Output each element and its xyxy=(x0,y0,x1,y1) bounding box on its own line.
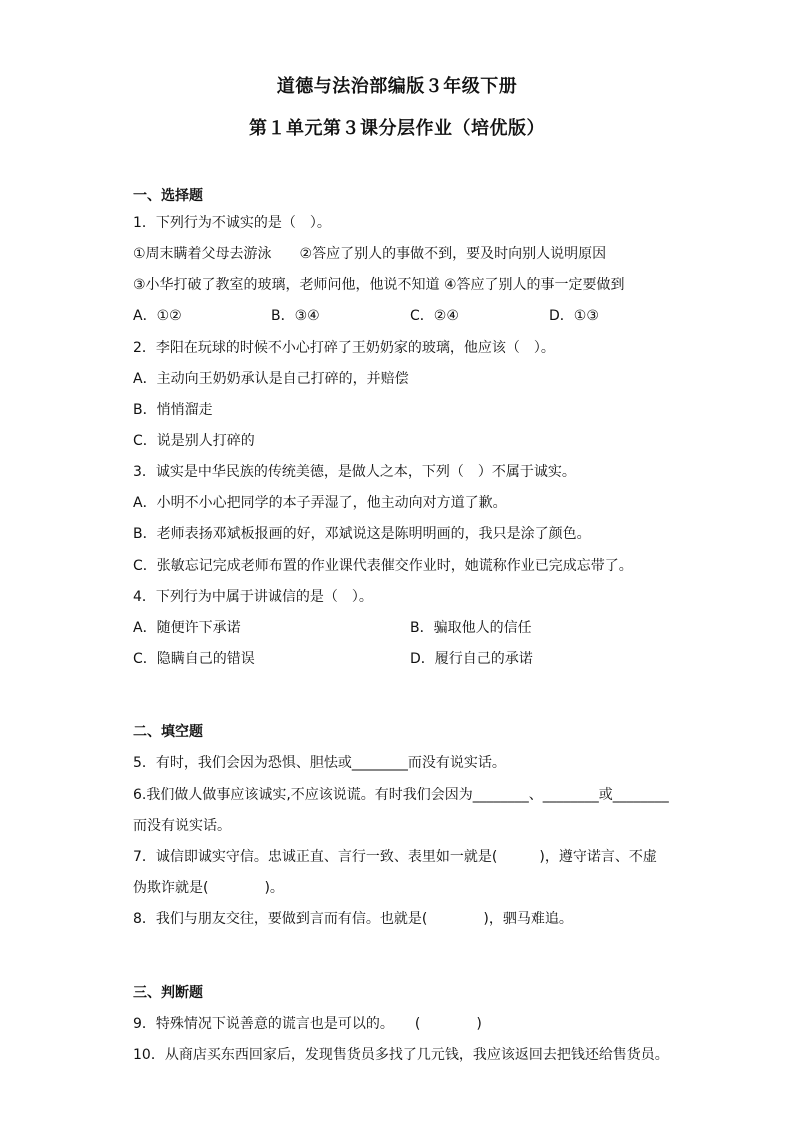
question-1-option-d: D．①③ xyxy=(549,308,599,324)
question-1: 1．下列行为不诚实的是（ ）。 xyxy=(133,215,331,231)
question-1-option-b: B．③④ xyxy=(271,308,320,324)
question-1-items-b: ③小华打破了教室的玻璃，老师问他，他说不知道 ④答应了别人的事一定要做到 xyxy=(133,277,625,293)
question-2: 2．李阳在玩球的时候不小心打碎了王奶奶家的玻璃，他应该（ ）。 xyxy=(133,340,555,356)
question-3-option-b: B．老师表扬邓斌板报画的好，邓斌说这是陈明明画的，我只是涂了颜色。 xyxy=(133,526,591,542)
question-4-option-d: D．履行自己的承诺 xyxy=(410,651,533,667)
question-1-option-c: C．②④ xyxy=(410,308,459,324)
question-4-option-b: B．骗取他人的信任 xyxy=(410,620,532,636)
question-1-option-a: A．①② xyxy=(133,308,182,324)
section-judge-heading: 三、判断题 xyxy=(133,985,203,1001)
question-10: 10．从商店买东西回家后，发现售货员多找了几元钱，我应该返回去把钱还给售货员。 xyxy=(133,1047,669,1063)
question-9: 9．特殊情况下说善意的谎言也是可以的。 ( ) xyxy=(133,1016,482,1032)
question-2-option-b: B．悄悄溜走 xyxy=(133,402,213,418)
question-3-option-a: A．小明不小心把同学的本子弄湿了，他主动向对方道了歉。 xyxy=(133,495,507,511)
question-1-items-a: ①周末瞒着父母去游泳 ②答应了别人的事做不到，要及时向别人说明原因 xyxy=(133,246,607,262)
title-line-1: 道德与法治部编版３年级下册 xyxy=(276,76,518,97)
question-2-option-c: C．说是别人打碎的 xyxy=(133,433,255,449)
question-7-line-2: 伪欺诈就是( )。 xyxy=(133,880,284,896)
question-2-option-a: A．主动向王奶奶承认是自己打碎的，并赔偿 xyxy=(133,371,409,387)
question-6-line-1: 6.我们做人做事应该诚实,不应该说谎。有时我们会因为________、________或________ xyxy=(133,787,669,803)
question-8: 8．我们与朋友交往，要做到言而有信。也就是( )，驷马难追。 xyxy=(133,911,573,927)
section-choice-heading: 一、选择题 xyxy=(133,188,203,204)
question-5: 5．有时，我们会因为恐惧、胆怯或________而没有说实话。 xyxy=(133,755,506,771)
question-4-option-a: A．随便许下承诺 xyxy=(133,620,241,636)
section-fill-heading: 二、填空题 xyxy=(133,724,203,740)
question-6-line-2: 而没有说实话。 xyxy=(133,818,231,834)
question-3-option-c: C．张敏忘记完成老师布置的作业课代表催交作业时，她谎称作业已完成忘带了。 xyxy=(133,558,633,574)
question-4-option-c: C．隐瞒自己的错误 xyxy=(133,651,255,667)
question-7-line-1: 7．诚信即诚实守信。忠诚正直、言行一致、表里如一就是( )，遵守诺言、不虚 xyxy=(133,849,657,865)
question-4: 4．下列行为中属于讲诚信的是（ ）。 xyxy=(133,589,373,605)
title-line-2: 第１单元第３课分层作业（培优版） xyxy=(249,118,545,139)
question-3: 3．诚实是中华民族的传统美德，是做人之本，下列（ ）不属于诚实。 xyxy=(133,464,576,480)
